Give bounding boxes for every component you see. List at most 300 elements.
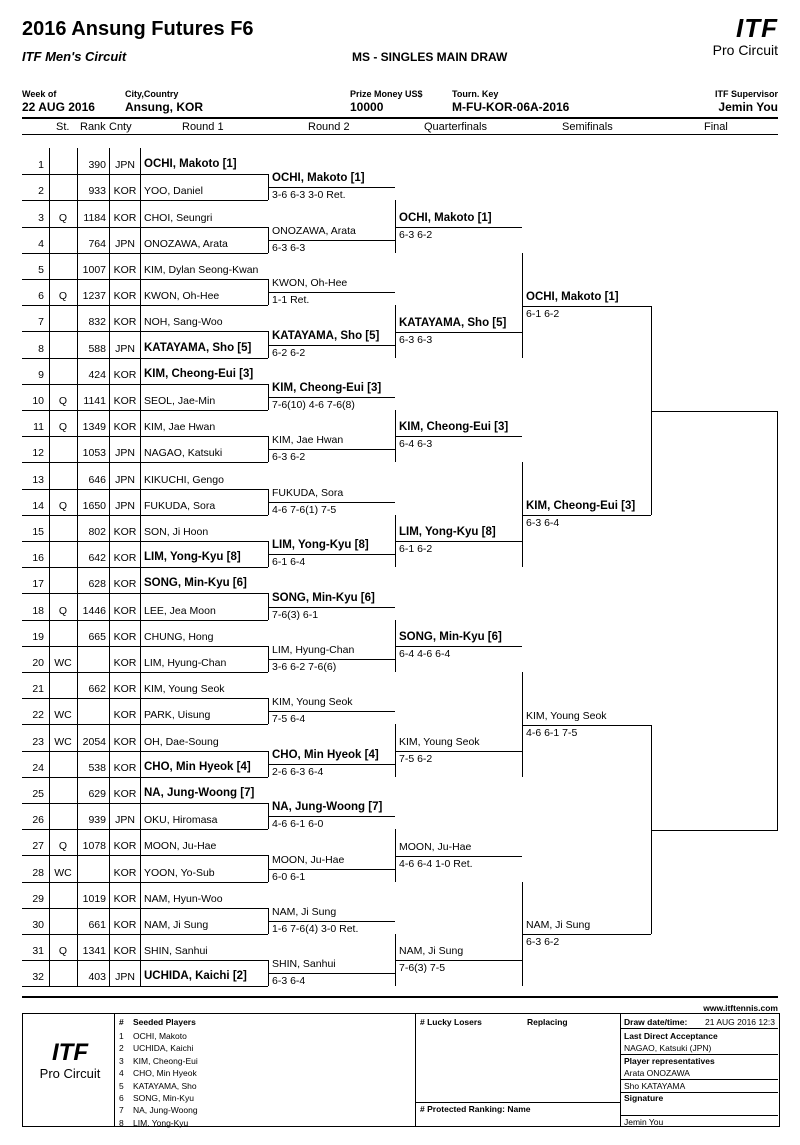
entry-rank: 403 — [88, 971, 106, 983]
entry-row-line — [22, 777, 268, 778]
entry-rank: 646 — [88, 474, 106, 486]
entry-player-name: NA, Jung-Woong [7] — [144, 787, 255, 799]
seed-number: 2 — [119, 1043, 124, 1054]
entry-number: 23 — [32, 736, 44, 748]
entry-rank: 629 — [88, 788, 106, 800]
entry-player-name: KIM, Young Seok — [144, 683, 225, 695]
entry-player-name: LIM, Hyung-Chan — [144, 657, 227, 669]
bracket-winner-name: SONG, Min-Kyu [6] — [399, 631, 502, 643]
entry-country: KOR — [113, 395, 137, 407]
bracket-winner-name: FUKUDA, Sora — [272, 487, 344, 499]
entry-player-name: NOH, Sang-Woo — [144, 316, 223, 328]
entry-row-line — [22, 646, 268, 647]
entry-country: KOR — [113, 369, 137, 381]
entry-rank: 424 — [88, 369, 106, 381]
bracket-winner-line — [522, 934, 651, 935]
entry-player-name: LEE, Jea Moon — [144, 605, 216, 617]
draw-title: MS - SINGLES MAIN DRAW — [352, 50, 508, 64]
entry-row-line — [22, 960, 268, 961]
entry-rank: 1078 — [82, 840, 106, 852]
entry-row-line — [22, 410, 268, 411]
entry-number: 15 — [32, 526, 44, 538]
seeded-title: Seeded Players — [133, 1017, 196, 1027]
bracket-score: 6-1 6-2 — [526, 308, 560, 320]
bracket-score: 6-3 6-4 — [526, 517, 560, 529]
bracket-score: 4-6 7-6(1) 7-5 — [272, 504, 337, 516]
entry-country: JPN — [115, 343, 135, 355]
entry-country: KOR — [113, 264, 137, 276]
bracket-score: 6-1 6-2 — [399, 543, 433, 555]
bracket-winner-line — [268, 764, 395, 765]
draw-datetime-value: 21 AUG 2016 12:3 — [705, 1017, 775, 1027]
entry-row-line — [22, 358, 268, 359]
entry-row-line — [22, 279, 268, 280]
player-rep-1: Arata ONOZAWA — [624, 1068, 690, 1078]
entry-country: KOR — [113, 762, 137, 774]
week-label: Week of — [22, 89, 57, 99]
entry-number: 18 — [32, 605, 44, 617]
entry-country: KOR — [113, 867, 137, 879]
entry-number: 16 — [32, 552, 44, 564]
entry-row-line — [22, 986, 268, 987]
entry-number: 30 — [32, 919, 44, 931]
seed-player-name: KIM, Cheong-Eui — [133, 1055, 198, 1066]
bracket-winner-name: KIM, Young Seok — [399, 736, 480, 748]
entry-country: KOR — [113, 709, 137, 721]
entry-row-line — [22, 829, 268, 830]
bracket-winner-name: KIM, Cheong-Eui [3] — [399, 421, 509, 433]
bracket-winner-name: KIM, Young Seok — [526, 710, 607, 722]
entry-number: 26 — [32, 814, 44, 826]
bracket-winner-line — [395, 332, 522, 333]
entry-player-name: SEOL, Jae-Min — [144, 395, 216, 407]
player-rep-2: Sho KATAYAMA — [624, 1081, 686, 1091]
entry-rank: 665 — [88, 631, 106, 643]
entry-player-name: KWON, Oh-Hee — [144, 290, 220, 302]
bracket-score: 4-6 6-1 6-0 — [272, 818, 324, 830]
bracket-winner-line — [268, 921, 395, 922]
entry-rank: 1053 — [82, 447, 106, 459]
entry-number: 31 — [32, 945, 44, 957]
entry-rank: 642 — [88, 552, 106, 564]
entry-status: Q — [58, 840, 68, 852]
entry-player-name: NAGAO, Katsuki — [144, 447, 223, 459]
entry-rank: 390 — [88, 159, 106, 171]
entry-rank: 538 — [88, 762, 106, 774]
header-rule — [22, 117, 778, 119]
final-line — [651, 411, 778, 412]
bracket-score: 3-6 6-3 3-0 Ret. — [272, 189, 346, 201]
entry-row-line — [22, 436, 268, 437]
seed-number: 8 — [119, 1117, 124, 1128]
entry-player-name: FUKUDA, Sora — [144, 500, 216, 512]
entry-row-line — [22, 724, 268, 725]
signature-value: Jemin You — [624, 1117, 664, 1127]
city-value: Ansung, KOR — [125, 100, 203, 114]
entry-row-line — [22, 908, 268, 909]
entry-row-line — [22, 620, 268, 621]
bracket-score: 6-3 6-2 — [526, 936, 560, 948]
bracket-score: 4-6 6-1 7-5 — [526, 727, 578, 739]
entry-player-name: KIM, Jae Hwan — [144, 421, 216, 433]
draw-datetime-label: Draw date/time: — [624, 1017, 688, 1027]
bracket-winner-name: NAM, Ji Sung — [399, 945, 464, 957]
seed-number: 4 — [119, 1068, 124, 1079]
bracket-winner-line — [268, 607, 395, 608]
bracket-score: 1-1 Ret. — [272, 294, 310, 306]
entry-row-line — [22, 489, 268, 490]
footer-divider-1 — [114, 1013, 115, 1126]
bracket-winner-line — [268, 869, 395, 870]
entry-row-line — [22, 593, 268, 594]
entry-rank: 1446 — [82, 605, 106, 617]
entry-player-name: LIM, Yong-Kyu [8] — [144, 551, 241, 563]
entry-player-name: OCHI, Makoto [1] — [144, 158, 237, 170]
entry-row-line — [22, 855, 268, 856]
entry-player-name: KATAYAMA, Sho [5] — [144, 342, 252, 354]
entry-country: KOR — [113, 185, 137, 197]
lda-rule — [620, 1028, 778, 1029]
bracket-winner-name: OCHI, Makoto [1] — [399, 212, 492, 224]
entry-country: JPN — [115, 474, 135, 486]
lda-value: NAGAO, Katsuki (JPN) — [624, 1043, 712, 1053]
entry-rank: 1650 — [82, 500, 106, 512]
entry-rank: 1237 — [82, 290, 106, 302]
footer-itf-logo-text: ITF — [52, 1039, 88, 1066]
bracket-winner-name: NAM, Ji Sung — [272, 906, 337, 918]
bracket-winner-name: KIM, Cheong-Eui [3] — [526, 500, 636, 512]
bracket-winner-name: NA, Jung-Woong [7] — [272, 801, 383, 813]
entry-number: 20 — [32, 657, 44, 669]
bracket-winner-line — [268, 973, 395, 974]
reps-rule — [620, 1054, 778, 1055]
city-label: City,Country — [125, 89, 179, 99]
entry-player-name: KIM, Cheong-Eui [3] — [144, 368, 254, 380]
bracket-score: 7-5 6-2 — [399, 753, 433, 765]
footer-pro-circuit-text: Pro Circuit — [39, 1066, 101, 1081]
seed-player-name: LIM, Yong-Kyu — [133, 1117, 189, 1128]
entry-country: KOR — [113, 552, 137, 564]
bracket-winner-line — [268, 554, 395, 555]
entry-status: WC — [54, 709, 72, 721]
bracket-score: 3-6 6-2 7-6(6) — [272, 661, 337, 673]
key-value: M-FU-KOR-06A-2016 — [452, 100, 570, 114]
replacing-label: Replacing — [527, 1017, 568, 1027]
bracket-winner-name: OCHI, Makoto [1] — [272, 172, 365, 184]
bracket-winner-line — [268, 345, 395, 346]
entry-row-line — [22, 227, 268, 228]
final-line — [651, 830, 778, 831]
circuit-subtitle: ITF Men's Circuit — [22, 49, 127, 64]
entry-rank: 2054 — [82, 736, 106, 748]
entry-country: KOR — [113, 421, 137, 433]
itf-logo — [713, 14, 778, 58]
col-round1: Round 1 — [182, 121, 224, 133]
bracket-winner-name: LIM, Yong-Kyu [8] — [272, 539, 369, 551]
seed-player-name: UCHIDA, Kaichi — [133, 1043, 194, 1054]
entry-player-name: CHO, Min Hyeok [4] — [144, 761, 251, 773]
entry-row-line — [22, 253, 268, 254]
bracket-winner-line — [395, 960, 522, 961]
bracket-score: 6-3 6-3 — [399, 334, 433, 346]
entry-country: KOR — [113, 683, 137, 695]
protected-ranking-title: # Protected Ranking: Name — [420, 1104, 531, 1114]
bracket-score: 1-6 7-6(4) 3-0 Ret. — [272, 923, 359, 935]
entry-number: 21 — [32, 683, 44, 695]
entry-country: KOR — [113, 631, 137, 643]
bracket-winner-name: KATAYAMA, Sho [5] — [272, 330, 380, 342]
entry-number: 13 — [32, 474, 44, 486]
entry-country: KOR — [113, 316, 137, 328]
bracket-winner-line — [395, 646, 522, 647]
entry-row-line — [22, 305, 268, 306]
entry-number: 29 — [32, 893, 44, 905]
entry-player-name: CHOI, Seungri — [144, 212, 213, 224]
bracket-score: 7-6(3) 6-1 — [272, 609, 319, 621]
entry-number: 10 — [32, 395, 44, 407]
bracket-winner-line — [268, 449, 395, 450]
entry-number: 1 — [38, 159, 44, 171]
entry-player-name: NAM, Ji Sung — [144, 919, 209, 931]
entry-player-name: PARK, Uisung — [144, 709, 211, 721]
col-cnty: Cnty — [109, 121, 132, 133]
entry-player-name: CHUNG, Hong — [144, 631, 214, 643]
entry-country: JPN — [115, 238, 135, 250]
entry-country: KOR — [113, 212, 137, 224]
entry-status: Q — [58, 212, 68, 224]
entry-rank: 802 — [88, 526, 106, 538]
entry-player-name: OKU, Hiromasa — [144, 814, 218, 826]
bracket-winner-name: SHIN, Sanhui — [272, 958, 336, 970]
bracket-winner-line — [268, 397, 395, 398]
entry-number: 27 — [32, 840, 44, 852]
entry-status: WC — [54, 867, 72, 879]
entry-rank: 1349 — [82, 421, 106, 433]
entry-player-name: KIKUCHI, Gengo — [144, 474, 224, 486]
seed-player-name: OCHI, Makoto — [133, 1031, 187, 1041]
entry-country: JPN — [115, 159, 135, 171]
draw-bottom-rule — [22, 996, 778, 998]
key-label: Tourn. Key — [452, 89, 499, 99]
bracket-score: 6-3 6-4 — [272, 975, 306, 987]
bracket-winner-name: OCHI, Makoto [1] — [526, 291, 619, 303]
bracket-winner-line — [522, 306, 651, 307]
bracket-winner-line — [268, 816, 395, 817]
col-rank: Rank — [80, 121, 106, 133]
entry-row-line — [22, 567, 268, 568]
entry-row-line — [22, 384, 268, 385]
week-value: 22 AUG 2016 — [22, 100, 95, 114]
seed-number: 1 — [119, 1031, 124, 1041]
supervisor-label: ITF Supervisor — [714, 89, 778, 99]
entry-country: KOR — [113, 840, 137, 852]
bracket-winner-line — [395, 751, 522, 752]
bracket-score: 7-6(10) 4-6 7-6(8) — [272, 399, 355, 411]
bracket-winner-name: KWON, Oh-Hee — [272, 277, 348, 289]
entry-player-name: SON, Ji Hoon — [144, 526, 209, 538]
player-reps-label: Player representatives — [624, 1056, 715, 1066]
column-header-rule — [22, 134, 778, 135]
entry-status: Q — [58, 945, 68, 957]
tournament-title: 2016 Ansung Futures F6 — [22, 18, 254, 40]
entry-country: KOR — [113, 657, 137, 669]
seed-player-name: CHO, Min Hyeok — [133, 1068, 197, 1079]
entry-country: KOR — [113, 290, 137, 302]
seed-number: 3 — [119, 1055, 124, 1066]
entry-rank: 939 — [88, 814, 106, 826]
entry-status: Q — [58, 290, 68, 302]
bracket-winner-line — [268, 187, 395, 188]
seed-number: 5 — [119, 1080, 124, 1091]
bracket-winner-line — [395, 227, 522, 228]
protected-rule — [415, 1102, 620, 1103]
entry-number: 17 — [32, 578, 44, 590]
entry-player-name: MOON, Ju-Hae — [144, 840, 217, 852]
entry-status: Q — [58, 605, 68, 617]
entry-player-name: SONG, Min-Kyu [6] — [144, 577, 247, 589]
entry-country: JPN — [115, 447, 135, 459]
entry-number: 11 — [33, 421, 44, 433]
seed-number: 6 — [119, 1093, 124, 1103]
signature-value-rule — [620, 1115, 778, 1116]
entry-row-line — [22, 672, 268, 673]
entry-country: KOR — [113, 788, 137, 800]
bracket-winner-name: MOON, Ju-Hae — [399, 841, 472, 853]
entry-row-line — [22, 541, 268, 542]
entry-rank: 933 — [88, 185, 106, 197]
col-quarterfinals: Quarterfinals — [424, 121, 487, 133]
entry-row-line — [22, 698, 268, 699]
bracket-score: 6-0 6-1 — [272, 871, 306, 883]
seed-player-name: NA, Jung-Woong — [133, 1105, 198, 1116]
entry-number: 7 — [38, 316, 44, 328]
bracket-winner-name: KIM, Jae Hwan — [272, 434, 344, 446]
entry-rank: 628 — [88, 578, 106, 590]
bracket-winner-line — [395, 541, 522, 542]
entry-row-line — [22, 934, 268, 935]
prize-label: Prize Money US$ — [350, 89, 423, 99]
entry-number: 8 — [38, 343, 44, 355]
lucky-losers-title: # Lucky Losers — [420, 1017, 482, 1027]
entry-row-line — [22, 515, 268, 516]
entry-country: KOR — [113, 736, 137, 748]
entry-number: 5 — [38, 264, 44, 276]
seed-player-name: SONG, Min-Kyu — [133, 1093, 194, 1103]
entry-player-name: OH, Dae-Soung — [144, 736, 219, 748]
bracket-score: 6-3 6-2 — [399, 229, 433, 241]
entry-rank: 832 — [88, 316, 106, 328]
bracket-winner-line — [268, 659, 395, 660]
supervisor-value: Jemin You — [718, 100, 778, 114]
entry-player-name: KIM, Dylan Seong-Kwan — [144, 264, 259, 276]
entry-status: WC — [54, 736, 72, 748]
entry-rank: 1341 — [82, 945, 106, 957]
entry-row-line — [22, 462, 268, 463]
bracket-score: 6-3 6-2 — [272, 451, 306, 463]
entry-number: 14 — [32, 500, 44, 512]
bracket-winner-name: KIM, Cheong-Eui [3] — [272, 382, 382, 394]
website[interactable]: www.itftennis.com — [703, 1003, 778, 1013]
entry-country: JPN — [115, 971, 135, 983]
bracket-winner-line — [268, 711, 395, 712]
bracket-winner-line — [522, 725, 651, 726]
entry-player-name: NAM, Hyun-Woo — [144, 893, 223, 905]
entry-status: Q — [58, 500, 68, 512]
bracket-winner-line — [522, 515, 651, 516]
pro-circuit-text: Pro Circuit — [712, 42, 778, 58]
col-final: Final — [704, 121, 728, 133]
entry-number: 3 — [38, 212, 44, 224]
entry-rank: 764 — [88, 238, 106, 250]
entry-rank: 662 — [88, 683, 106, 695]
footer-divider-3 — [620, 1013, 621, 1126]
bracket-winner-name: SONG, Min-Kyu [6] — [272, 592, 375, 604]
entry-country: KOR — [113, 919, 137, 931]
entry-rank: 588 — [88, 343, 106, 355]
bracket-winner-name: LIM, Yong-Kyu [8] — [399, 526, 496, 538]
entry-row-line — [22, 803, 268, 804]
bracket-winner-line — [395, 856, 522, 857]
entry-player-name: UCHIDA, Kaichi [2] — [144, 970, 247, 982]
entry-number: 24 — [32, 762, 44, 774]
entry-rank: 1007 — [82, 264, 106, 276]
entry-number: 28 — [32, 867, 44, 879]
entry-row-line — [22, 331, 268, 332]
entry-country: KOR — [113, 605, 137, 617]
footer-itf-logo — [32, 1040, 108, 1081]
entry-number: 32 — [32, 971, 44, 983]
entry-row-line — [22, 174, 268, 175]
prize-value: 10000 — [350, 100, 384, 114]
bracket-winner-line — [395, 436, 522, 437]
entry-number: 9 — [38, 369, 44, 381]
seeded-hash: # — [119, 1017, 124, 1027]
bracket-winner-name: MOON, Ju-Hae — [272, 854, 345, 866]
entry-player-name: YOON, Yo-Sub — [144, 867, 215, 879]
bracket-winner-line — [268, 502, 395, 503]
bracket-winner-name: LIM, Hyung-Chan — [272, 644, 355, 656]
col-semifinals: Semifinals — [562, 121, 613, 133]
lda-label: Last Direct Acceptance — [624, 1031, 718, 1041]
entry-country: KOR — [113, 526, 137, 538]
entry-row-line — [22, 882, 268, 883]
bracket-winner-line — [268, 292, 395, 293]
entry-country: JPN — [115, 500, 135, 512]
bracket-score: 2-6 6-3 6-4 — [272, 766, 324, 778]
bracket-winner-name: CHO, Min Hyeok [4] — [272, 749, 379, 761]
bracket-score: 7-6(3) 7-5 — [399, 962, 446, 974]
bracket-winner-line — [268, 240, 395, 241]
col-st: St. — [56, 121, 70, 133]
entry-number: 19 — [32, 631, 44, 643]
entry-rank: 661 — [88, 919, 106, 931]
entry-status: Q — [58, 395, 68, 407]
entry-number: 4 — [38, 238, 44, 250]
entry-number: 12 — [32, 447, 44, 459]
entry-player-name: SHIN, Sanhui — [144, 945, 208, 957]
bracket-score: 6-4 4-6 6-4 — [399, 648, 451, 660]
bracket-score: 6-2 6-2 — [272, 347, 306, 359]
col-round2: Round 2 — [308, 121, 350, 133]
entry-status: WC — [54, 657, 72, 669]
bracket-score: 4-6 6-4 1-0 Ret. — [399, 858, 473, 870]
entry-rank: 1019 — [82, 893, 106, 905]
footer-divider-2 — [415, 1013, 416, 1126]
rep-rule — [620, 1079, 778, 1080]
bracket-winner-name: ONOZAWA, Arata — [272, 225, 356, 237]
entry-country: KOR — [113, 578, 137, 590]
itf-logo-text: ITF — [736, 13, 778, 43]
